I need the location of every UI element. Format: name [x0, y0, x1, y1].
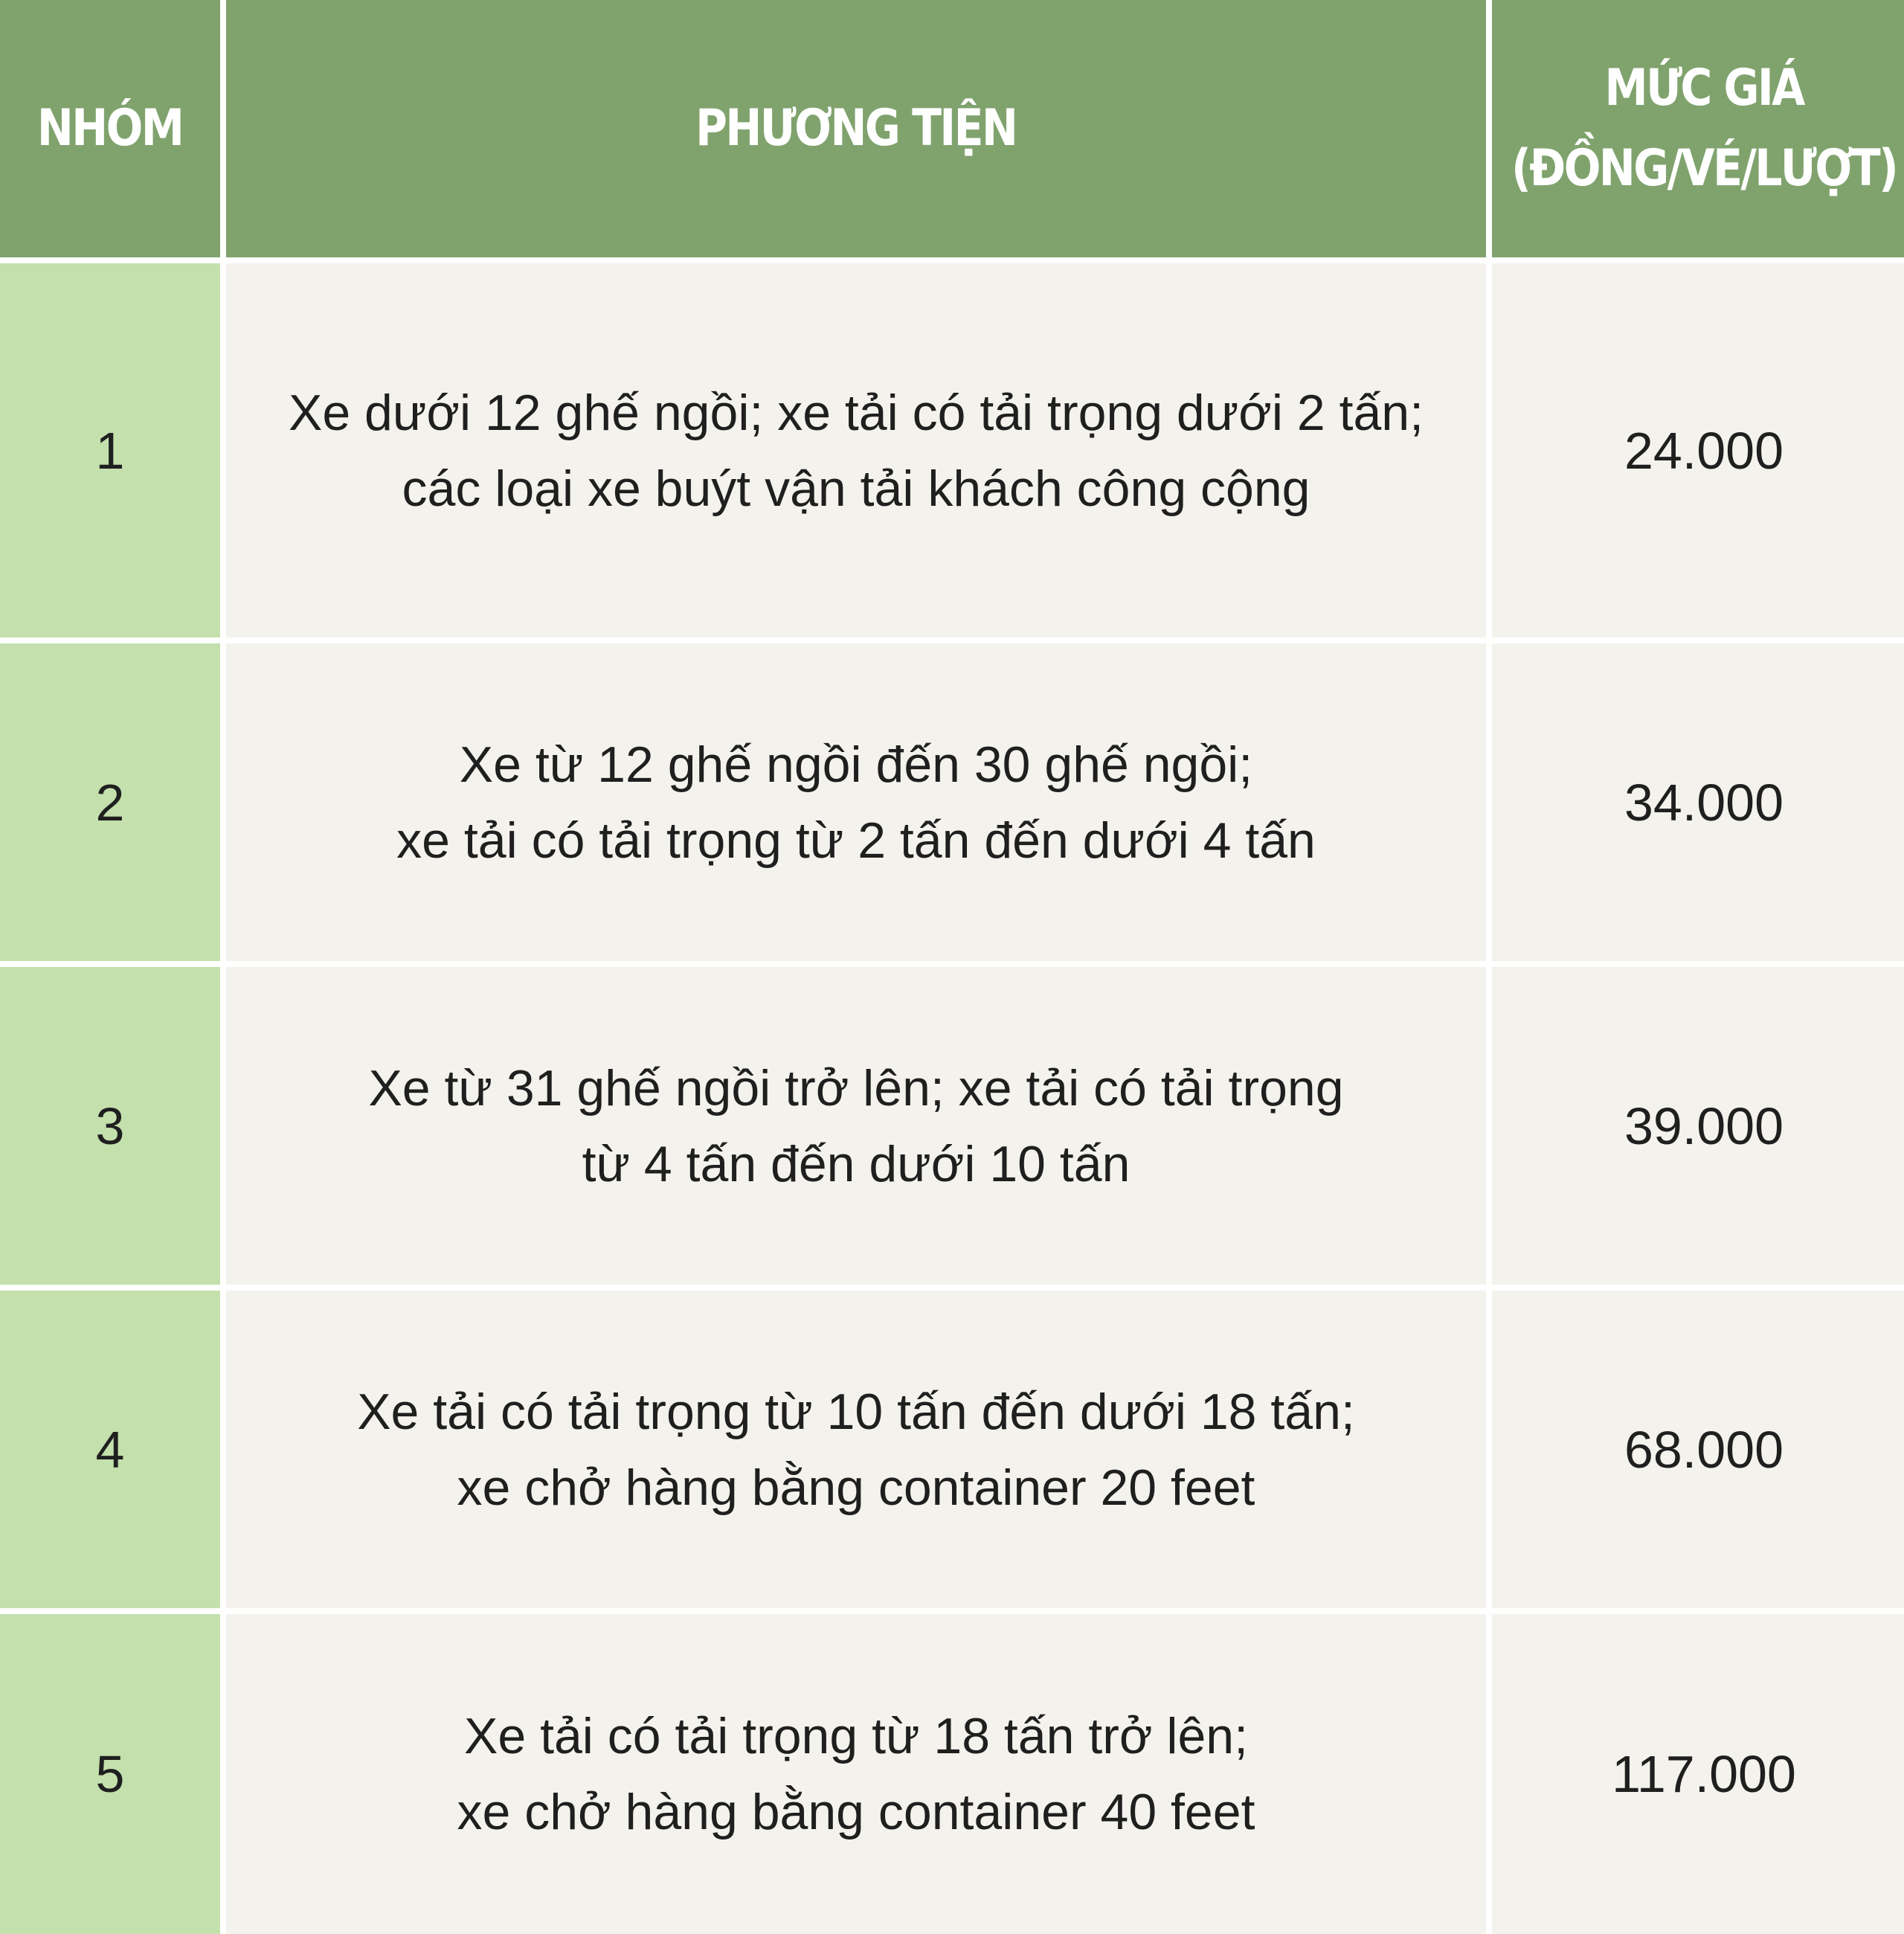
- group-cell-4: 4: [0, 1291, 220, 1608]
- vehicle-line1: Xe dưới 12 ghế ngồi; xe tải có tải trọng dưới 2 tấn;: [288, 384, 1424, 441]
- group-cell-3: 3: [0, 967, 220, 1285]
- group-cell-1: 1: [0, 263, 220, 637]
- header-price-cell: [1492, 0, 1904, 257]
- price-cell-5: 117.000: [1492, 1614, 1904, 1934]
- vehicle-cell-3: [226, 967, 1486, 1285]
- vehicle-cell-4: [226, 1291, 1486, 1608]
- vehicle-line2: xe chở hàng bằng container 40 feet: [457, 1784, 1255, 1840]
- price-cell-2: 34.000: [1492, 643, 1904, 961]
- header-vehicle-label: PHƯƠNG TIỆN: [695, 89, 1016, 169]
- header-price-line2: (ĐỒNG/VÉ/LƯỢT): [1511, 139, 1897, 198]
- vehicle-line1: Xe từ 12 ghế ngồi đến 30 ghế ngồi;: [459, 736, 1253, 793]
- vehicle-line1: Xe từ 31 ghế ngồi trở lên; xe tải có tải trọng: [368, 1059, 1344, 1117]
- price-cell-3: 39.000: [1492, 967, 1904, 1285]
- vehicle-line1: Xe tải có tải trọng từ 10 tấn đến dưới 18 tấn;: [357, 1383, 1355, 1440]
- group-cell-2: 2: [0, 643, 220, 961]
- vehicle-line2: các loại xe buýt vận tải khách công cộng: [402, 460, 1310, 517]
- vehicle-line2: từ 4 tấn đến dưới 10 tấn: [582, 1135, 1130, 1192]
- vehicle-line2: xe chở hàng bằng container 20 feet: [457, 1459, 1255, 1516]
- group-cell-5: 5: [0, 1614, 220, 1934]
- header-price-label: [1511, 48, 1897, 209]
- header-group-label: NHÓM: [37, 89, 182, 169]
- vehicle-cell-2: [226, 643, 1486, 961]
- vehicle-line2: xe tải có tải trọng từ 2 tấn đến dưới 4 tấn: [396, 812, 1316, 869]
- vehicle-line1: Xe tải có tải trọng từ 18 tấn trở lên;: [464, 1708, 1248, 1764]
- vehicle-cell-1: [226, 263, 1486, 637]
- header-vehicle-cell: [226, 0, 1486, 257]
- price-cell-4: 68.000: [1492, 1291, 1904, 1608]
- vehicle-cell-5: [226, 1614, 1486, 1934]
- price-cell-1: 24.000: [1492, 263, 1904, 637]
- header-price-line1: MỨC GIÁ: [1604, 59, 1804, 118]
- header-group-cell: [0, 0, 220, 257]
